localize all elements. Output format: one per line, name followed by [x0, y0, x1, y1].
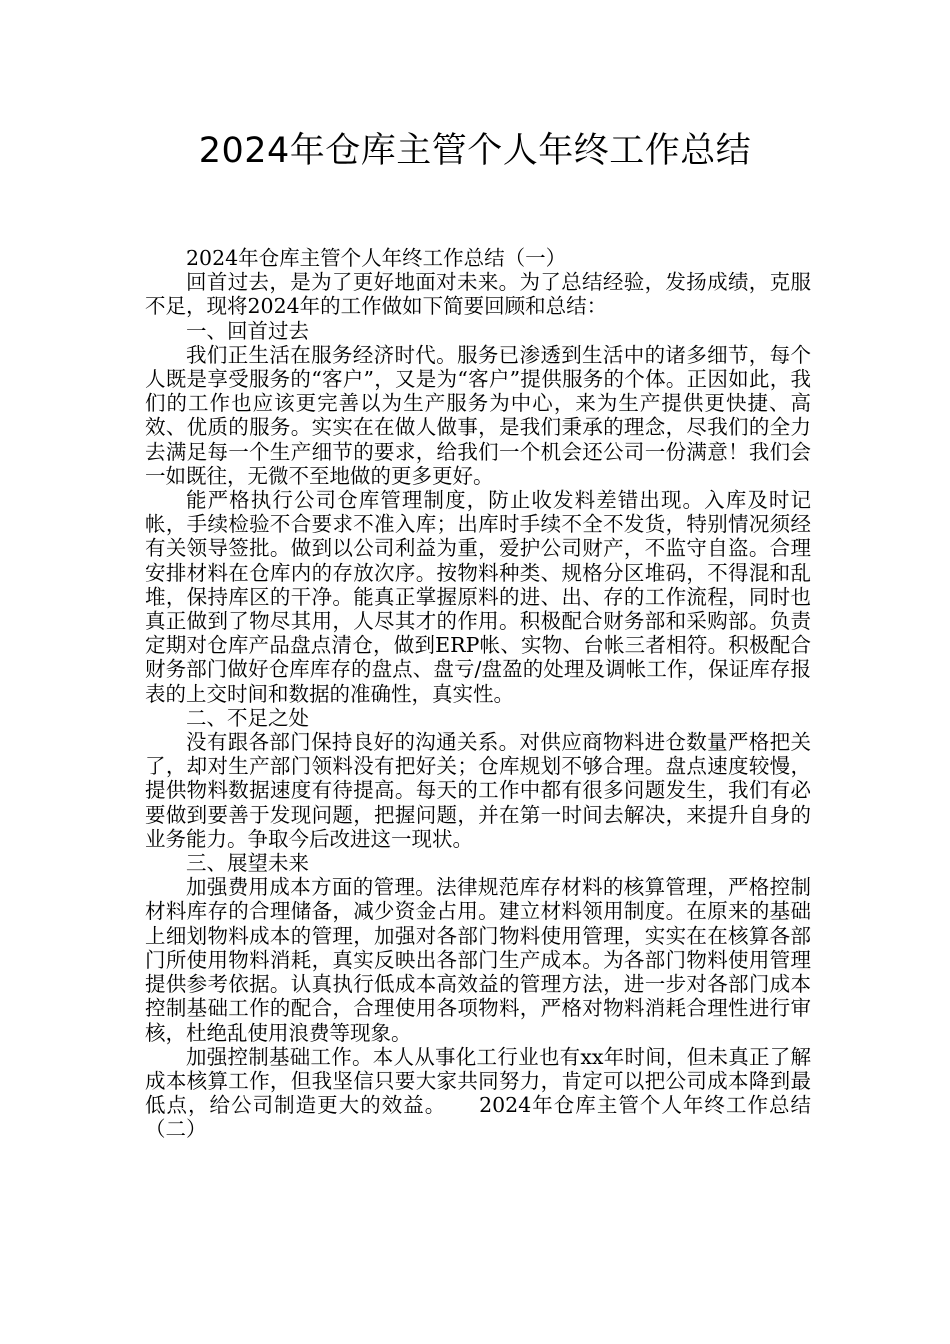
warehouse-management-paragraph: 能严格执行公司仓库管理制度，防止收发料差错出现。入库及时记帐，手续检验不合要求不准入库；出库时手续不全不发货，特别情况须经有关领导签批。做到以公司利益为重，爱护公司财产，不监守自盗。合理安排材料在仓库内的存放次序。按物料种类、规格分区堆码，不得混和乱堆，保持库区的干净。能真正掌握原料的进、出、存的工作流程，同时也真正做到了物尽其用，人尽其才的作用。积极配合财务部和采购部。负责定期对仓库产品盘点清仓，做到ERP帐、实物、台帐三者相符。积极配合财务部门做好仓库库存的盘点、盘亏/盘盈的处理及调帐工作，保证库存报表的上交时间和数据的准确性，真实性。 — [145, 488, 811, 706]
section-heading-shortcomings: 二、不足之处 — [186, 705, 309, 730]
section-heading-review: 一、回首过去 — [186, 318, 309, 343]
section-heading-outlook: 三、展望未来 — [186, 851, 309, 876]
intro-paragraph: 回首过去，是为了更好地面对未来。为了总结经验，发扬成绩，克服不足，现将2024年的工作做如下简要回顾和总结： — [145, 270, 811, 319]
basic-control-paragraph: 加强控制基础工作。本人从事化工行业也有xx年时间，但未真正了解成本核算工作，但我坚信只要大家共同努力，肯定可以把公司成本降到最低点，给公司制造更大的效益。 2024年仓库主管个人年终工作总结（二） — [145, 1044, 811, 1142]
service-paragraph: 我们正生活在服务经济时代。服务已渗透到生活中的诸多细节，每个人既是享受服务的“客户”，又是为“客户”提供服务的个体。正因如此，我们的工作也应该更完善以为生产服务为中心，来为生产提供更快捷、高效、优质的服务。实实在在做人做事，是我们秉承的理念，尽我们的全力去满足每一个生产细节的要求，给我们一个机会还公司一份满意！我们会一如既往，无微不至地做的更多更好。 — [145, 342, 811, 488]
section-heading-part-one: 2024年仓库主管个人年终工作总结（一） — [186, 246, 567, 270]
shortcomings-paragraph: 没有跟各部门保持良好的沟通关系。对供应商物料进仓数量严格把关了，却对生产部门领料没有把好关；仓库规划不够合理。盘点速度较慢，提供物料数据速度有待提高。每天的工作中都有很多问题发生，我们有必要做到要善于发现问题，把握问题，并在第一时间去解决，来提升自身的业务能力。争取今后改进这一现状。 — [145, 730, 811, 851]
cost-management-paragraph: 加强费用成本方面的管理。法律规范库存材料的核算管理，严格控制材料库存的合理储备，减少资金占用。建立材料领用制度。在原来的基础上细划物料成本的管理，加强对各部门物料使用管理，实实在在核算各部门所使用物料消耗，真实反映出各部门生产成本。为各部门物料使用管理提供参考依据。认真执行低成本高效益的管理方法，进一步对各部门成本控制基础工作的配合，合理使用各项物料，严格对物料消耗合理性进行审核，杜绝乱使用浪费等现象。 — [145, 875, 811, 1045]
document-title: 2024年仓库主管个人年终工作总结 — [198, 131, 752, 171]
document-body — [145, 246, 811, 1142]
